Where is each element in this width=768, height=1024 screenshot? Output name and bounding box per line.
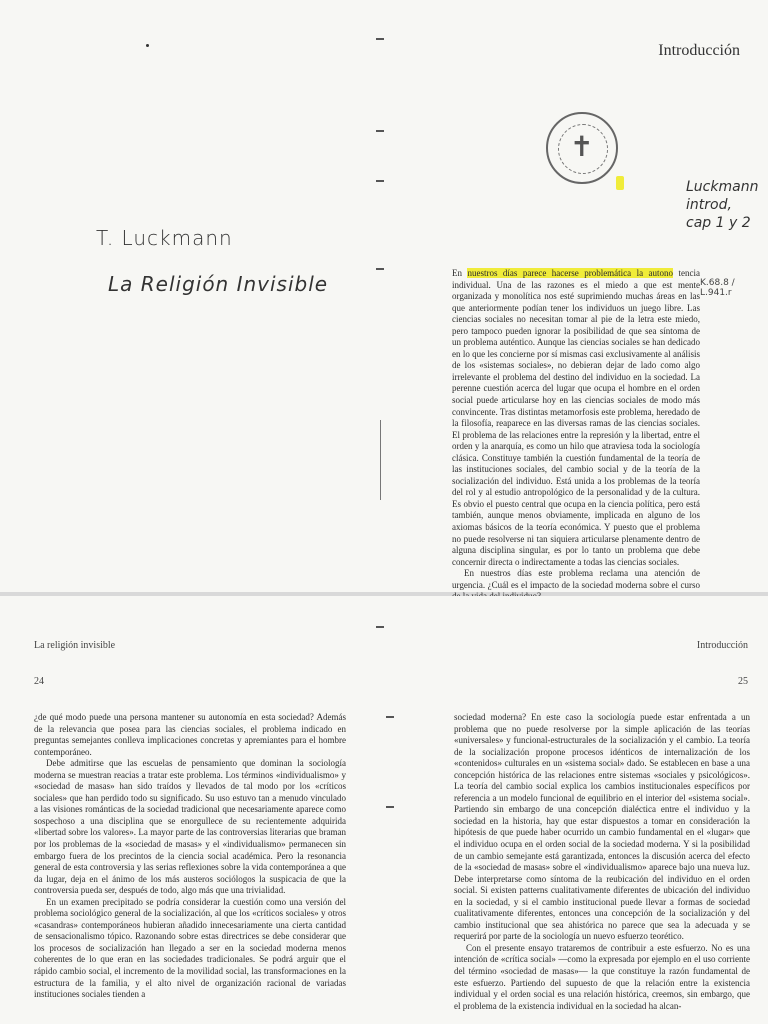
binding-mark (376, 180, 384, 182)
binding-mark (376, 626, 384, 628)
binding-mark (376, 38, 384, 40)
intro-first-page (384, 0, 768, 592)
running-head: La religión invisible (34, 640, 116, 651)
highlight-mark (616, 176, 624, 190)
paragraph: ¿de qué modo puede una persona mantener su autonomía en esta sociedad? Además de la relevancia que posea para las ciencias sociales, el problema indicado en preguntas semejantes conlleva implicaciones concretas y apremiantes para el hombre contemporáneo. (34, 712, 346, 757)
binding-line (380, 420, 381, 500)
page-number: 24 (34, 676, 44, 687)
body-text (34, 712, 346, 1001)
marginal-reference: K.68.8 / L.941.r (700, 278, 735, 298)
paragraph: Debe admitirse que las escuelas de pensamiento que dominan la sociología moderna se muestran reacias a tratar este problema. Los términos «individualismo» y «sociedad de masas» han sido traídos y llevados de tal modo por los «críticos sociales» que han perdido todo su significado. Su uso estuvo tan a menudo vinculado a las visiones románticas de la sociedad tradicional que necesariamente aparece como sospechoso a una disciplina que se enorgullece de su recientemente adquirida «libertad sobre los valores». La mayor parte de las controversias literarias que braman por los problemas de la «sociedad de masas» y el «individualismo» permanecen sin embargo fuera de los precintos de la ciencia social académica. Pero la resonancia general de esta controversia y las serias reflexiones sobre la vida contemporánea a que da lugar, deja en el ánimo de los más austeros sociólogos la suspicacia de que la controversia pueda ser, después de todo, algo más que una trivialidad. (34, 758, 346, 896)
running-head: Introducción (696, 640, 748, 651)
page-number: 25 (738, 676, 748, 687)
handwritten-author: T. Luckmann (96, 226, 233, 250)
library-seal-icon (546, 112, 618, 184)
speck (146, 44, 149, 47)
running-head: Introducción (658, 42, 740, 59)
binding-mark (376, 130, 384, 132)
paragraph: En nuestros días parece hacerse problemática la autono tencia individual. Una de las razones es el miedo a que est mente organizada y monolítica nos esté suprimiendo muchas áreas en las que anteriormente podían tener los individuos un juego libre. Las ciencias sociales no necesitan tomar al pie de la letra este miedo, pero tampoco pueden ignorar la posibilidad de que sea síntoma de un problema auténtico. Aunque las ciencias sociales se han dedicado en lo que les concierne por sí mismas casi exclusivamente al análisis de los «sistemas sociales», no debieran dejar de lado como algo irrelevante el problema del destino del individuo en la sociedad. La perenne cuestión acerca del lugar que ocupa el hombre en el orden social puede articularse hoy en las ciencias sociales de modo más convincente. Tras distintas metamorfosis este problema, heredado de la filosofía, reaparece en las diversas ramas de las ciencias sociales. El problema de las relaciones entre la represión y la libertad, entre el orden y la anarquía, es como un hilo que atraviesa toda la sociología clásica. Constituye también la cuestión fundamental de la teoría de las instituciones sociales, del cambio social y de la teoría de la socialización del individuo. Está unida a los problemas de la teoría del rol y al estudio antropológico de la personalidad y de la cultura. Es obvio el puesto central que ocupa en la ciencia política, pero está también, aunque menos obviamente, implicada en alguno de los axiomas básicos de la teoría económica. Y puesto que el problema no puede resolverse ni tan siquiera articularse plenamente dentro de alguna disciplina singular, es por lo tanto un problema que debe concernir directa o indirectamente a todas las ciencias sociales. (452, 268, 701, 567)
title-page (0, 0, 384, 592)
paragraph: En nuestros días este problema reclama una atención de urgencia. ¿Cuál es el impacto de la sociedad moderna sobre el curso (452, 568, 700, 590)
paragraph: sociedad moderna? En este caso la sociología puede estar enfrentada a un problema que no puede resolverse por la simple aplicación de las teorías «universales» y funcional-estructurales de la socialización y el cambio. La teoría de la socialización propone procesos idénticos de internalización de los «contenidos» culturales en un «sistema social» dado. Se establecen en base a una concepción histórica de las relaciones entre sistemas «sociales y psicológicos». La teoría del cambio social explica los cambios institucionales específicos por referencia a un modelo funcional de equilibrio en el interior del «sistema social». Partiendo sin embargo de una concepción dialéctica entre el individuo y la sociedad en la historia, hay que estar dispuestos a tomar en consideración la hipótesis de que puede haber ocurrido un cambio fundamental en el «lugar» que el individuo ocupa en el orden social de la sociedad moderna. Y si la posibilidad de un cambio semejante está garantizada, entonces la discusión acerca del efecto de la «sociedad de masas» sobre el «individualismo» aparece bajo una nueva luz. Debe interpretarse como síntoma de la reubicación del individuo en el orden social. Si existen patterns cualitativamente diferentes de ubicación del individuo en la sociedad, y si el cambio institucional puede llevar a formas de sociedad cualitativamente diferentes, entonces una concepción de la socialización y del cambio institucional que sea ahistórica no parece que sea la adecuada y se requerirá por parte de la sociología un nuevo esfuerzo teorético. (454, 712, 750, 942)
handwritten-book-title: La Religión Invisible (108, 272, 329, 296)
binding-mark (376, 268, 384, 270)
highlighted-text: nuestros días parece hacerse problemática la autono (467, 268, 674, 278)
body-text (452, 268, 700, 603)
binding-mark (386, 716, 394, 718)
handwritten-note: Luckmann introd, cap 1 y 2 (686, 179, 759, 231)
page-25 (384, 596, 768, 1024)
binding-mark (386, 806, 394, 808)
paragraph: Con el presente ensayo trataremos de contribuir a este esfuerzo. No es una intención de «crítica social» —como la expresada por ejemplo en el uso corriente del término «sociedad de masas»— la que constituye la razón fundamental de este esfuerzo. Partiendo del supuesto de que la relación entre la existencia individual y el orden social es una relación histórica, creemos, sin embargo, que el problema de la existencia individual en la sociedad ha alcan- (454, 942, 750, 1011)
body-text (454, 712, 750, 1012)
paragraph: En un examen precipitado se podría considerar la cuestión como una versión del problema sociológico general de la socialización, al que los «críticos sociales» y otros «casandras» contemporáneos hubieran añadido innecesariamente una cierta cantidad de sensacionalismo tópico. Razonando sobre estas directrices se debe considerar que los procesos de socialización han llegado a ser en la sociedad moderna menos coherentes de lo que eran en las sociedades tradicionales. Se podrá arguir que el rápido cambio social, el incremento de la movilidad social, las transformaciones en la estructura de la familia, y el alto nivel de organización racional de variadas instituciones sociales tienden a (34, 896, 346, 1000)
page-24 (0, 596, 384, 1024)
